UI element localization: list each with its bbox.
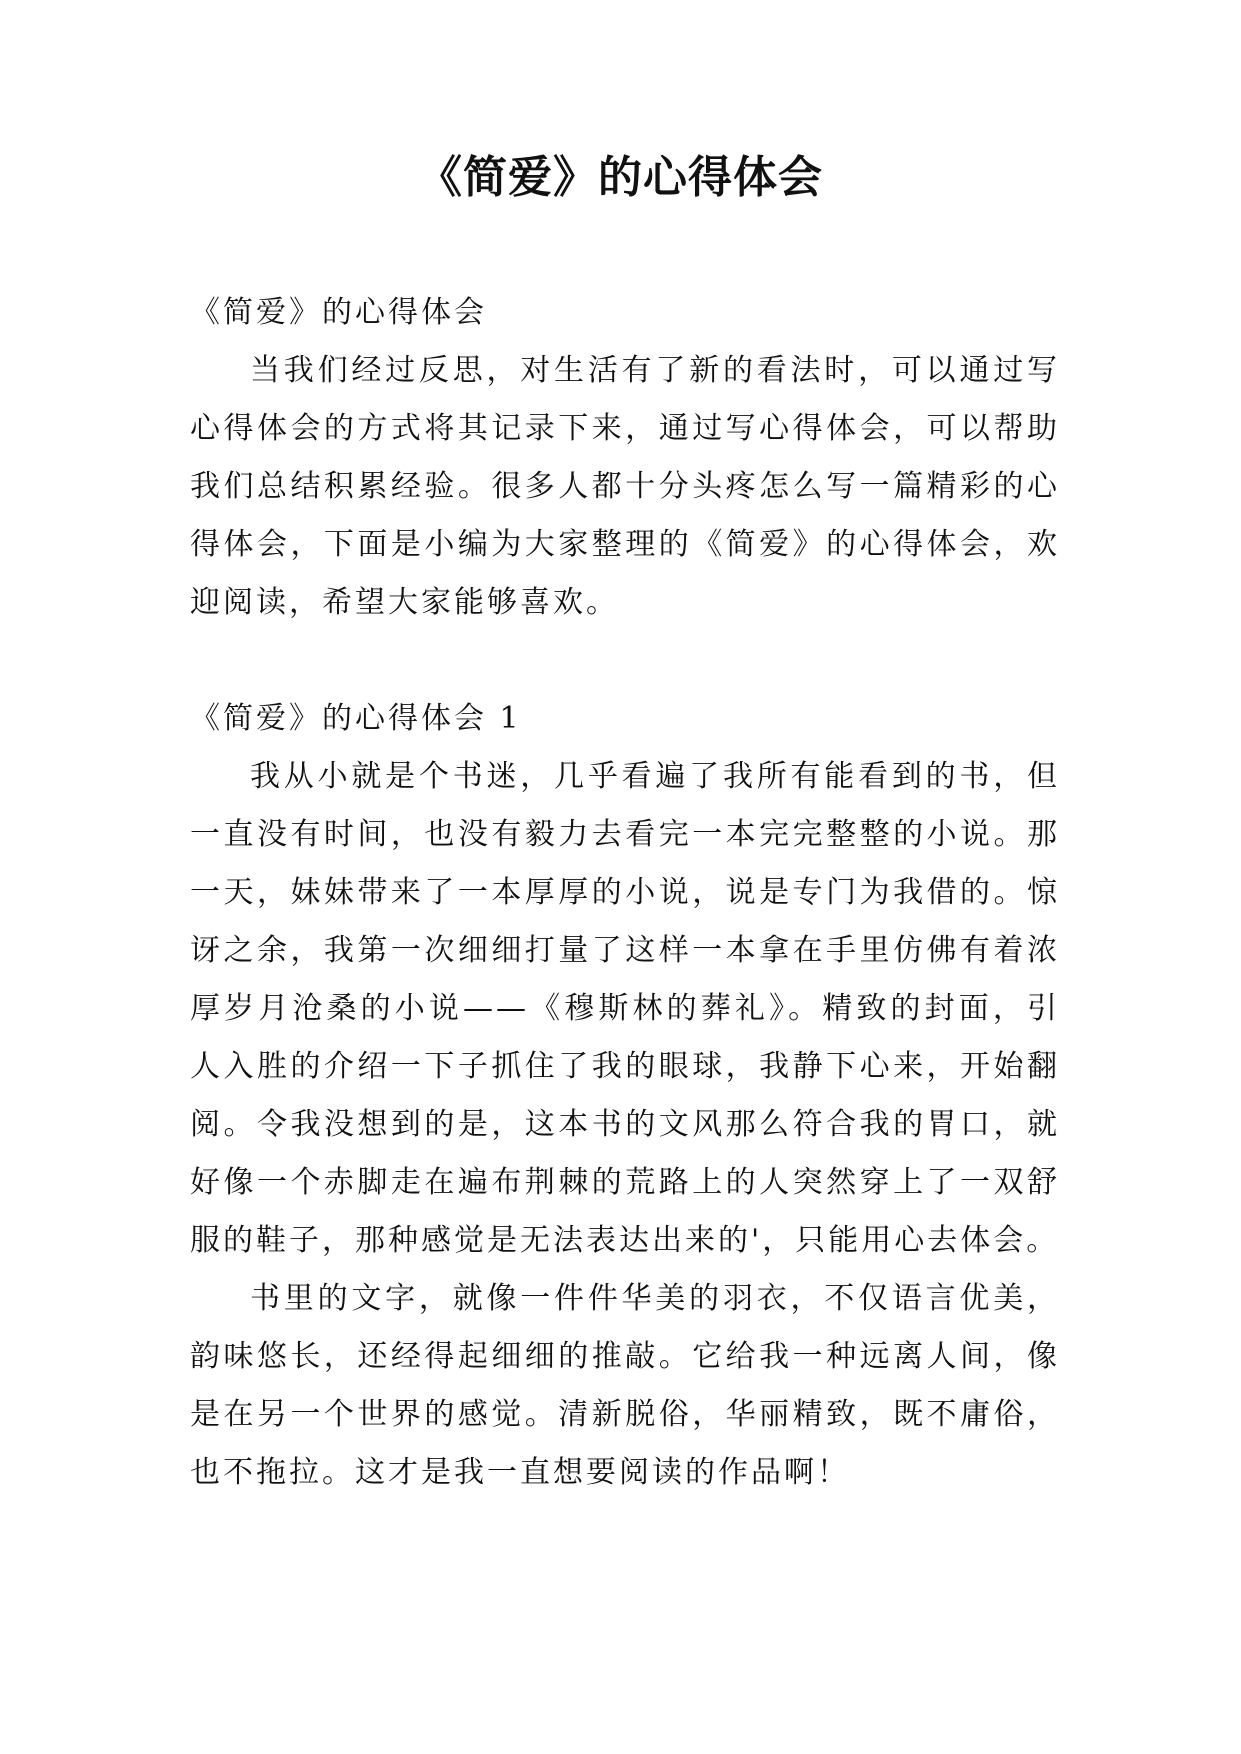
section-spacer <box>190 632 1060 690</box>
document-body <box>190 284 1060 1502</box>
intro-heading: 《简爱》的心得体会 <box>190 295 487 330</box>
document-title: 《简爱》的心得体会 <box>418 152 823 203</box>
section1-paragraph-1: 我从小就是个书迷，几乎看遍了我所有能看到的书，但一直没有时间，也没有毅力去看完一本完完整整的小说。那一天，妹妹带来了一本厚厚的小说，说是专门为我借的。惊讶之余，我第一次细细打量了这样一本拿在手里仿佛有着浓厚岁月沧桑的小说——《穆斯林的葬礼》。精致的封面，引人入胜的介绍一下子抓住了我的眼球，我静下心来，开始翻阅。令我没想到的是，这本书的文风那么符合我的胃口，就好像一个赤脚走在遍布荆棘的荒路上的人突然穿上了一双舒服的鞋子，那种感觉是无法表达出来的'，只能用心去体会。 <box>190 759 1060 1258</box>
section1-paragraph-2: 书里的文字，就像一件件华美的羽衣，不仅语言优美，韵味悠长，还经得起细细的推敲。它给我一种远离人间，像是在另一个世界的感觉。清新脱俗，华丽精致，既不庸俗，也不拖拉。这才是我一直想要阅读的作品啊！ <box>190 1281 1060 1490</box>
section1-heading: 《简爱》的心得体会 1 <box>190 701 522 736</box>
intro-paragraph: 当我们经过反思，对生活有了新的看法时，可以通过写心得体会的方式将其记录下来，通过写心得体会，可以帮助我们总结积累经验。很多人都十分头疼怎么写一篇精彩的心得体会，下面是小编为大家整理的《简爱》的心得体会，欢迎阅读，希望大家能够喜欢。 <box>190 353 1060 620</box>
